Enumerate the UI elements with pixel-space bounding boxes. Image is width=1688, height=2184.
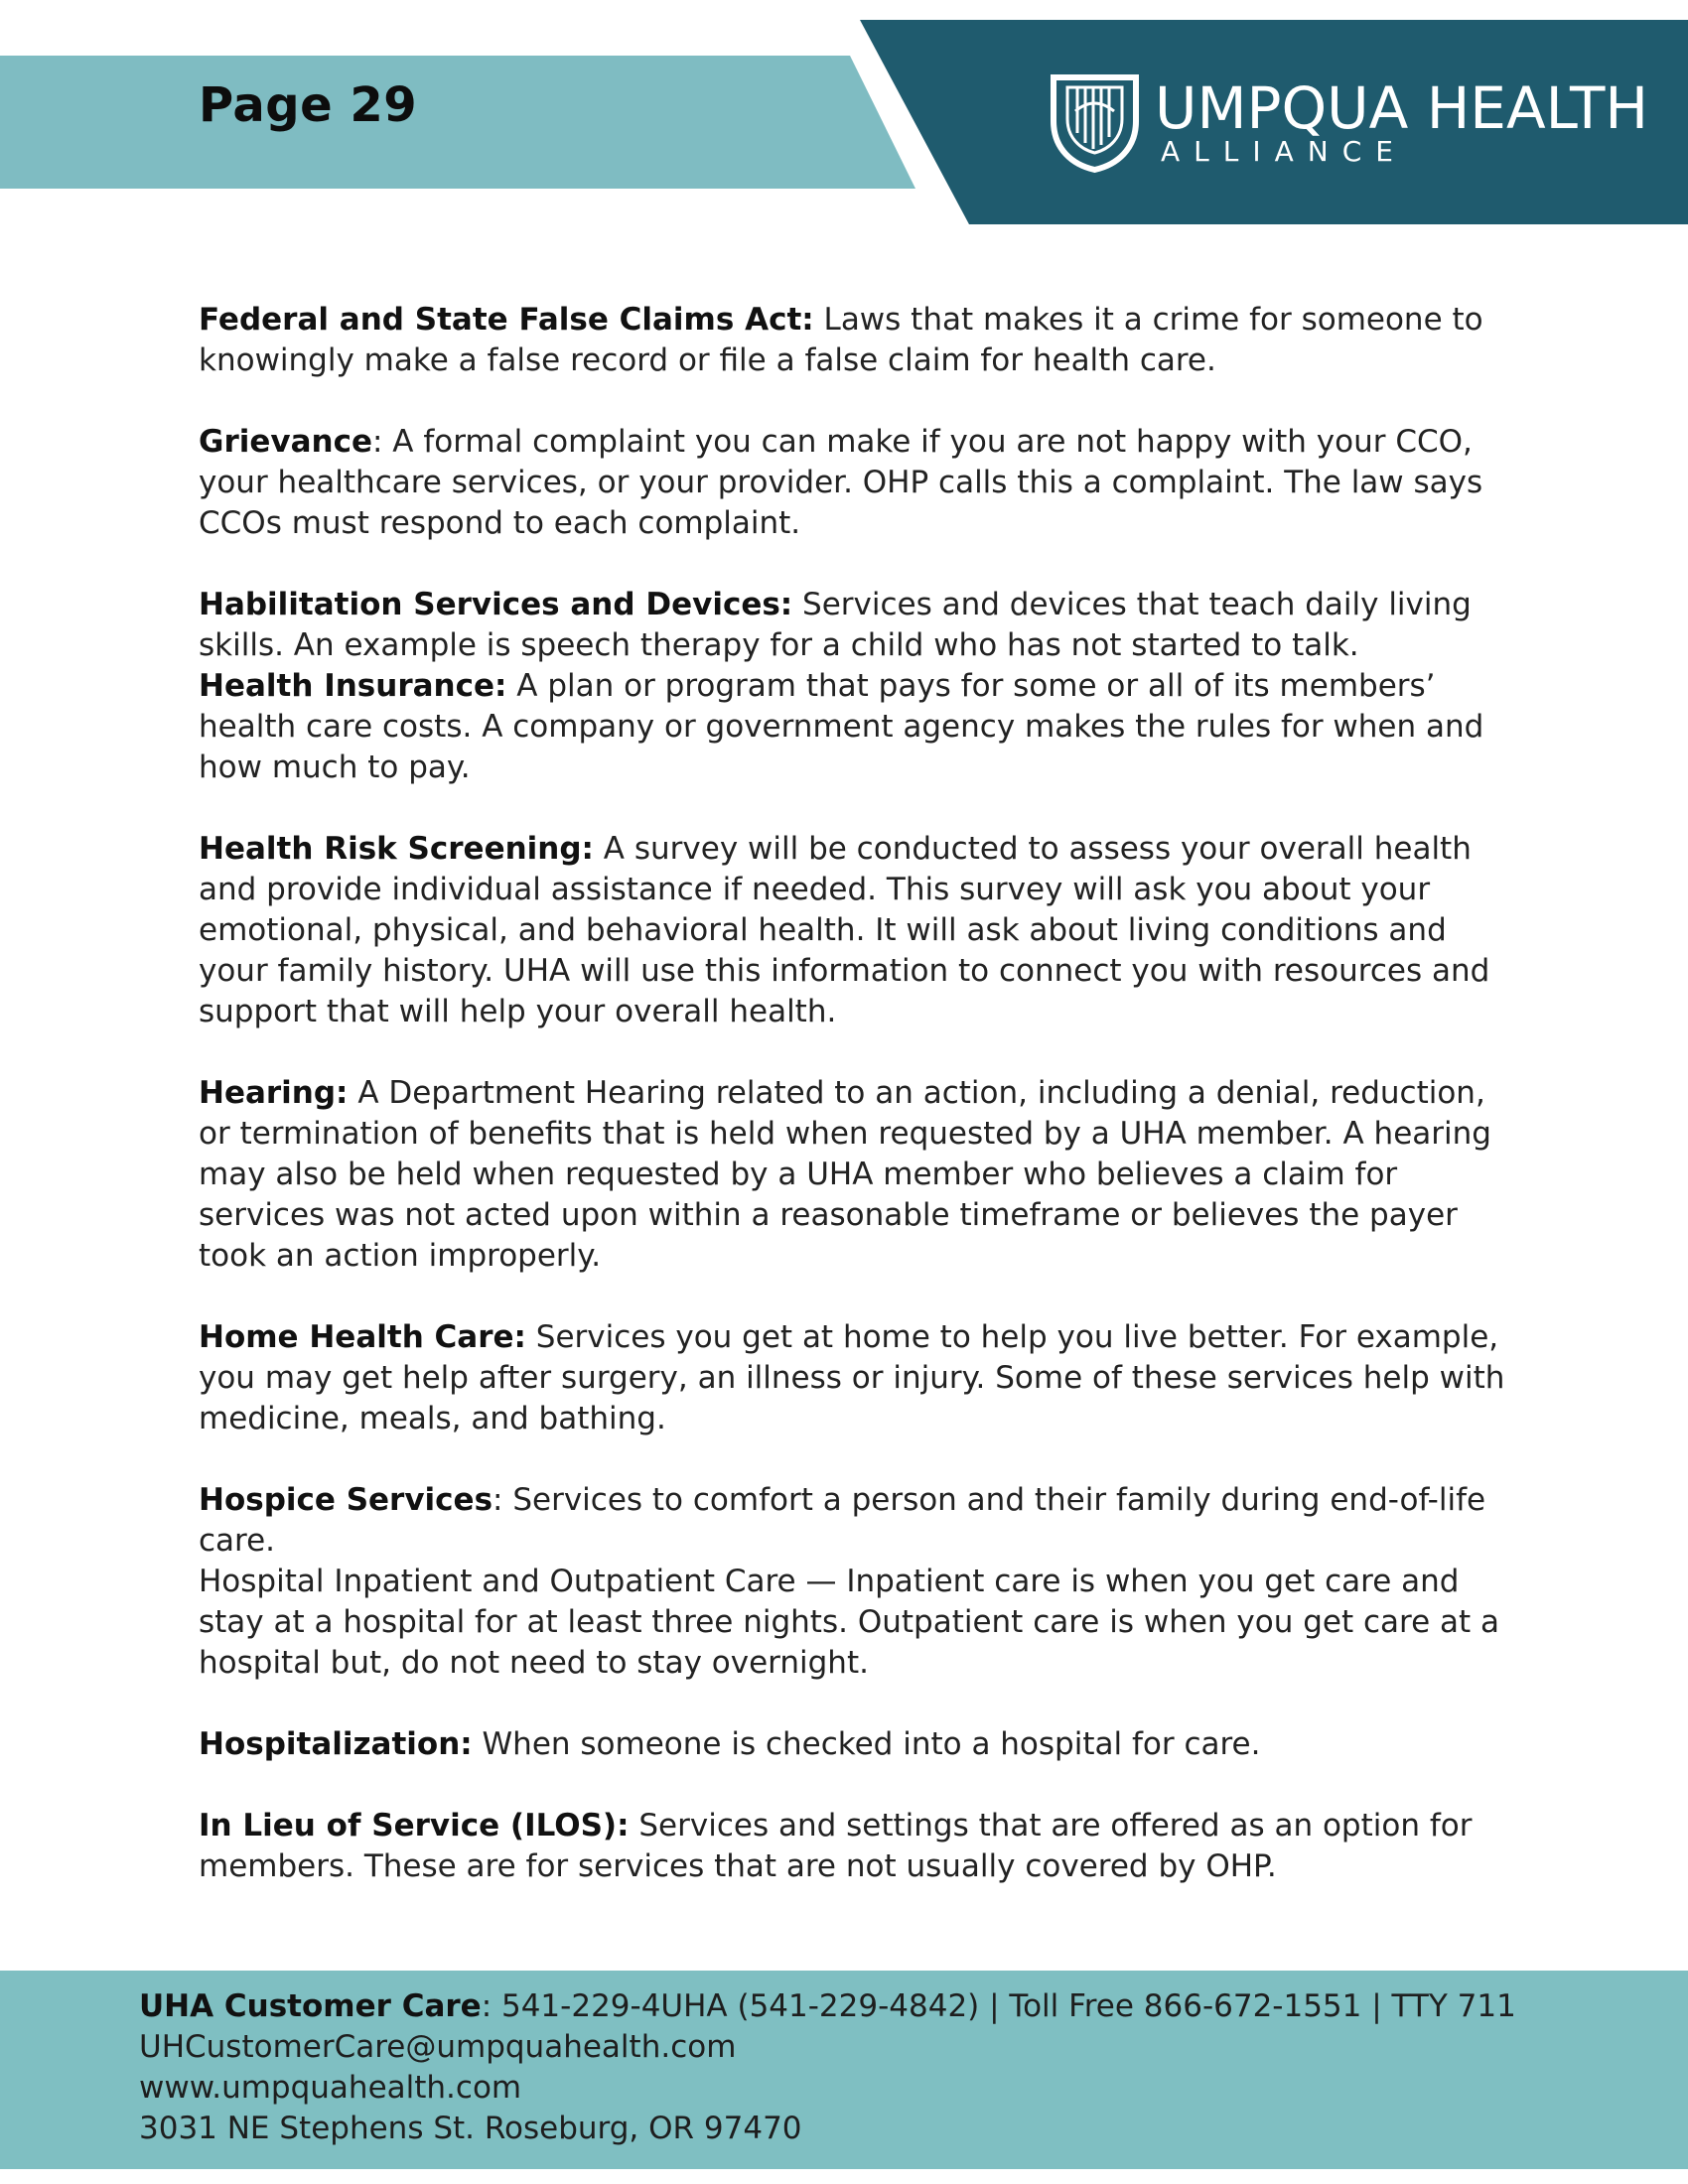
footer-label: UHA Customer Care xyxy=(139,1988,482,2024)
entry-text: Services and settings that are offered as an option for members. These are for services that are not usually covered by OHP. xyxy=(199,1808,1473,1884)
entry-term: Hospitalization: xyxy=(199,1726,473,1762)
entry-term: Grievance xyxy=(199,424,372,460)
umpqua-shield-icon xyxy=(1048,73,1142,173)
entry-text: Services you get at home to help you live better. For example, you may get help after surgery, an illness or injury. Some of these services help with medicine, meals, and bathing. xyxy=(199,1319,1505,1436)
footer-phone-line xyxy=(139,1986,1516,2027)
page-header xyxy=(0,0,1688,228)
footer-email[interactable]: UHCustomerCare@umpquahealth.com xyxy=(139,2029,737,2065)
logo-subtitle: ALLIANCE xyxy=(1161,135,1407,168)
glossary-entry xyxy=(199,300,1509,381)
entry-text: A survey will be conducted to assess your overall health and provide individual assistance if needed. This survey will ask you about your emotional, physical, and behavioral health. It will ask about living conditions and your family history. UHA will use this information to connect you with resources and support that will help your overall health. xyxy=(199,831,1490,1029)
glossary-entry xyxy=(199,585,1509,666)
entry-text: A Department Hearing related to an action, including a denial, reduction, or termination of benefits that is held when requested by a UHA member. A hearing may also be held when requested by a UHA member who believes a claim for services was not acted upon within a reasonable timeframe or believes the payer took an action improperly. xyxy=(199,1075,1491,1274)
glossary-content xyxy=(199,300,1509,1928)
glossary-entry xyxy=(199,1724,1509,1765)
glossary-entry xyxy=(199,1562,1509,1684)
page-number: Page 29 xyxy=(199,77,418,133)
glossary-entry xyxy=(199,1806,1509,1887)
footer-website[interactable]: www.umpquahealth.com xyxy=(139,2070,522,2106)
entry-text: A plan or program that pays for some or all of its members’ health care costs. A company or government agency makes the rules for when and how much to pay. xyxy=(199,668,1484,785)
entry-term: In Lieu of Service (ILOS): xyxy=(199,1808,630,1843)
entry-term: Hospice Services xyxy=(199,1482,493,1518)
contact-footer xyxy=(0,1971,1688,2169)
entry-term: Home Health Care: xyxy=(199,1319,526,1355)
glossary-entry xyxy=(199,1073,1509,1277)
logo-name: UMPQUA HEALTH xyxy=(1155,74,1648,142)
glossary-entry xyxy=(199,829,1509,1032)
entry-term: Hearing: xyxy=(199,1075,349,1111)
entry-text: : A formal complaint you can make if you are not happy with your CCO, your healthcare services, or your provider. OHP calls this a complaint. The law says CCOs must respond to each complaint. xyxy=(199,424,1483,541)
entry-text: Services and devices that teach daily living skills. An example is speech therapy for a child who has not started to talk. xyxy=(199,587,1472,663)
entry-term: Health Insurance: xyxy=(199,668,507,704)
entry-text: Laws that makes it a crime for someone to knowingly make a false record or file a false claim for health care. xyxy=(199,302,1483,378)
entry-term: Habilitation Services and Devices: xyxy=(199,587,793,622)
entry-text: Hospital Inpatient and Outpatient Care — Inpatient care is when you get care and stay at a hospital for at least three nights. Outpatient care is when you get care at a hospital but, do not need to stay overnight. xyxy=(199,1564,1500,1681)
entry-text: When someone is checked into a hospital for care. xyxy=(472,1726,1261,1762)
glossary-entry xyxy=(199,422,1509,544)
glossary-entry xyxy=(199,666,1509,788)
entry-term: Federal and State False Claims Act: xyxy=(199,302,814,338)
footer-contact: : 541-229-4UHA (541-229-4842) | Toll Free 866-672-1551 | TTY 711 xyxy=(481,1988,1516,2024)
glossary-entry xyxy=(199,1317,1509,1439)
umpqua-health-logo xyxy=(1048,73,1648,173)
footer-address: 3031 NE Stephens St. Roseburg, OR 97470 xyxy=(139,2111,802,2146)
glossary-entry xyxy=(199,1480,1509,1562)
entry-term: Health Risk Screening: xyxy=(199,831,594,867)
entry-text: : Services to comfort a person and their family during end-of-life care. xyxy=(199,1482,1486,1559)
header-light-band xyxy=(0,56,915,189)
